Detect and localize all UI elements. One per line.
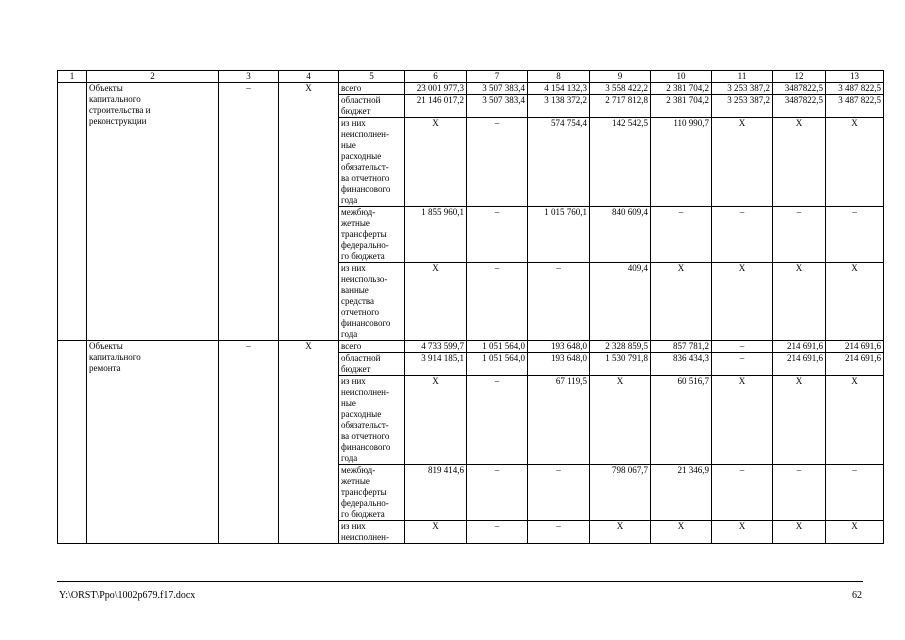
value-cell: 214 691,6 — [773, 341, 826, 353]
value-cell: 819 414,6 — [405, 465, 467, 521]
value-cell: – — [712, 341, 773, 353]
value-cell: – — [773, 465, 826, 521]
value-cell: 857 781,2 — [651, 341, 712, 353]
value-cell: Х — [712, 263, 773, 341]
value-cell: 3 558 422,2 — [590, 83, 651, 95]
value-cell: 2 381 704,2 — [651, 83, 712, 95]
funding-source-cell: из них неисполнен- — [339, 521, 405, 544]
value-cell: 4 733 599,7 — [405, 341, 467, 353]
value-cell: Х — [651, 263, 712, 341]
footer-file-path: Y:\ORST\Ppo\1002p679.f17.docx — [59, 590, 196, 601]
value-cell: 3 487 822,5 — [826, 83, 884, 95]
value-cell: – — [467, 465, 528, 521]
value-cell: – — [528, 465, 590, 521]
funding-source-cell: областной бюджет — [339, 353, 405, 376]
value-cell: 3 507 383,4 — [467, 83, 528, 95]
value-cell: Х — [712, 118, 773, 207]
funding-source-cell: областной бюджет — [339, 95, 405, 118]
table-row — [58, 341, 884, 353]
column-number-header: 11 — [712, 71, 773, 83]
value-cell: 1 051 564,0 — [467, 341, 528, 353]
value-cell: 409,4 — [590, 263, 651, 341]
column-number-header: 9 — [590, 71, 651, 83]
value-cell: 193 648,0 — [528, 353, 590, 376]
value-cell: – — [712, 353, 773, 376]
value-cell: – — [467, 263, 528, 341]
funding-source-cell: всего — [339, 341, 405, 353]
value-cell: Х — [405, 521, 467, 544]
funding-source-cell: всего — [339, 83, 405, 95]
value-cell: 3487822,5 — [773, 95, 826, 118]
value-cell: – — [773, 207, 826, 263]
value-cell: 3 507 383,4 — [467, 95, 528, 118]
value-cell: 1 015 760,1 — [528, 207, 590, 263]
value-cell: 214 691,6 — [826, 353, 884, 376]
value-cell: 1 051 564,0 — [467, 353, 528, 376]
value-cell: – — [826, 465, 884, 521]
value-cell: Х — [405, 118, 467, 207]
value-cell: – — [467, 118, 528, 207]
value-cell: Х — [712, 376, 773, 465]
value-cell: 3 138 372,2 — [528, 95, 590, 118]
column-number-header: 8 — [528, 71, 590, 83]
value-cell: Х — [826, 521, 884, 544]
value-cell: Х — [405, 376, 467, 465]
column-number-header: 2 — [87, 71, 219, 83]
value-cell: Х — [826, 376, 884, 465]
object-type-cell: Объекты капитального строительства и реконструкции — [87, 83, 219, 341]
funding-source-cell: межбюд- жетные трансферты федерально- го бюджета — [339, 207, 405, 263]
value-cell: – — [826, 207, 884, 263]
object-type-cell: Объекты капитального ремонта — [87, 341, 219, 544]
value-cell: 193 648,0 — [528, 341, 590, 353]
value-cell: 798 067,7 — [590, 465, 651, 521]
funding-source-cell: из них неисполнен- ные расходные обязательст- ва отчетного финансового года — [339, 376, 405, 465]
value-cell: Х — [826, 118, 884, 207]
value-cell: 1 530 791,8 — [590, 353, 651, 376]
value-cell: 21 346,9 — [651, 465, 712, 521]
value-cell: 142 542,5 — [590, 118, 651, 207]
column-number-header: 12 — [773, 71, 826, 83]
value-cell: Х — [773, 118, 826, 207]
value-cell: 3 253 387,2 — [712, 95, 773, 118]
value-cell: 4 154 132,3 — [528, 83, 590, 95]
row-number-cell — [58, 341, 87, 544]
value-cell: 3 253 387,2 — [712, 83, 773, 95]
funding-source-cell: из них неисполнен- ные расходные обязательст- ва отчетного финансового года — [339, 118, 405, 207]
column-number-header: 1 — [58, 71, 87, 83]
value-cell: 110 990,7 — [651, 118, 712, 207]
funding-source-cell: межбюд- жетные трансферты федерально- го бюджета — [339, 465, 405, 521]
value-cell: – — [712, 207, 773, 263]
column-number-header: 6 — [405, 71, 467, 83]
value-cell: Х — [651, 521, 712, 544]
budget-table — [57, 70, 884, 544]
value-cell: – — [467, 521, 528, 544]
table-row — [58, 83, 884, 95]
value-cell: Х — [590, 521, 651, 544]
value-cell: 214 691,6 — [826, 341, 884, 353]
page-bottom-rule — [57, 581, 863, 582]
value-cell: 2 328 859,5 — [590, 341, 651, 353]
value-cell: Х — [773, 263, 826, 341]
value-cell: 3 914 185,1 — [405, 353, 467, 376]
value-cell: Х — [773, 521, 826, 544]
column-number-header: 10 — [651, 71, 712, 83]
column-number-header: 3 — [219, 71, 279, 83]
value-cell: Х — [826, 263, 884, 341]
header-row — [58, 71, 884, 83]
column-number-header: 13 — [826, 71, 884, 83]
column-number-header: 7 — [467, 71, 528, 83]
value-cell: – — [651, 207, 712, 263]
value-cell: Х — [590, 376, 651, 465]
funding-source-cell: из них неиспользо- ванные средства отчетного финансового года — [339, 263, 405, 341]
value-cell: 67 119,5 — [528, 376, 590, 465]
value-cell: 1 855 960,1 — [405, 207, 467, 263]
value-cell: 60 516,7 — [651, 376, 712, 465]
value-cell: 214 691,6 — [773, 353, 826, 376]
group-col4-cell: Х — [279, 341, 339, 544]
value-cell: 21 146 017,2 — [405, 95, 467, 118]
value-cell: 23 001 977,3 — [405, 83, 467, 95]
column-number-header: 4 — [279, 71, 339, 83]
group-col3-cell: – — [219, 83, 279, 341]
value-cell: 840 609,4 — [590, 207, 651, 263]
value-cell: Х — [405, 263, 467, 341]
column-number-header: 5 — [339, 71, 405, 83]
value-cell: – — [528, 263, 590, 341]
value-cell: – — [528, 521, 590, 544]
value-cell: 2 381 704,2 — [651, 95, 712, 118]
value-cell: 574 754,4 — [528, 118, 590, 207]
group-col3-cell: – — [219, 341, 279, 544]
value-cell: – — [467, 376, 528, 465]
value-cell: 3 487 822,5 — [826, 95, 884, 118]
value-cell: Х — [773, 376, 826, 465]
footer-page-number: 62 — [852, 590, 862, 601]
value-cell: – — [712, 465, 773, 521]
group-col4-cell: Х — [279, 83, 339, 341]
value-cell: 3487822,5 — [773, 83, 826, 95]
value-cell: – — [467, 207, 528, 263]
value-cell: Х — [712, 521, 773, 544]
value-cell: 2 717 812,8 — [590, 95, 651, 118]
value-cell: 836 434,3 — [651, 353, 712, 376]
row-number-cell — [58, 83, 87, 341]
